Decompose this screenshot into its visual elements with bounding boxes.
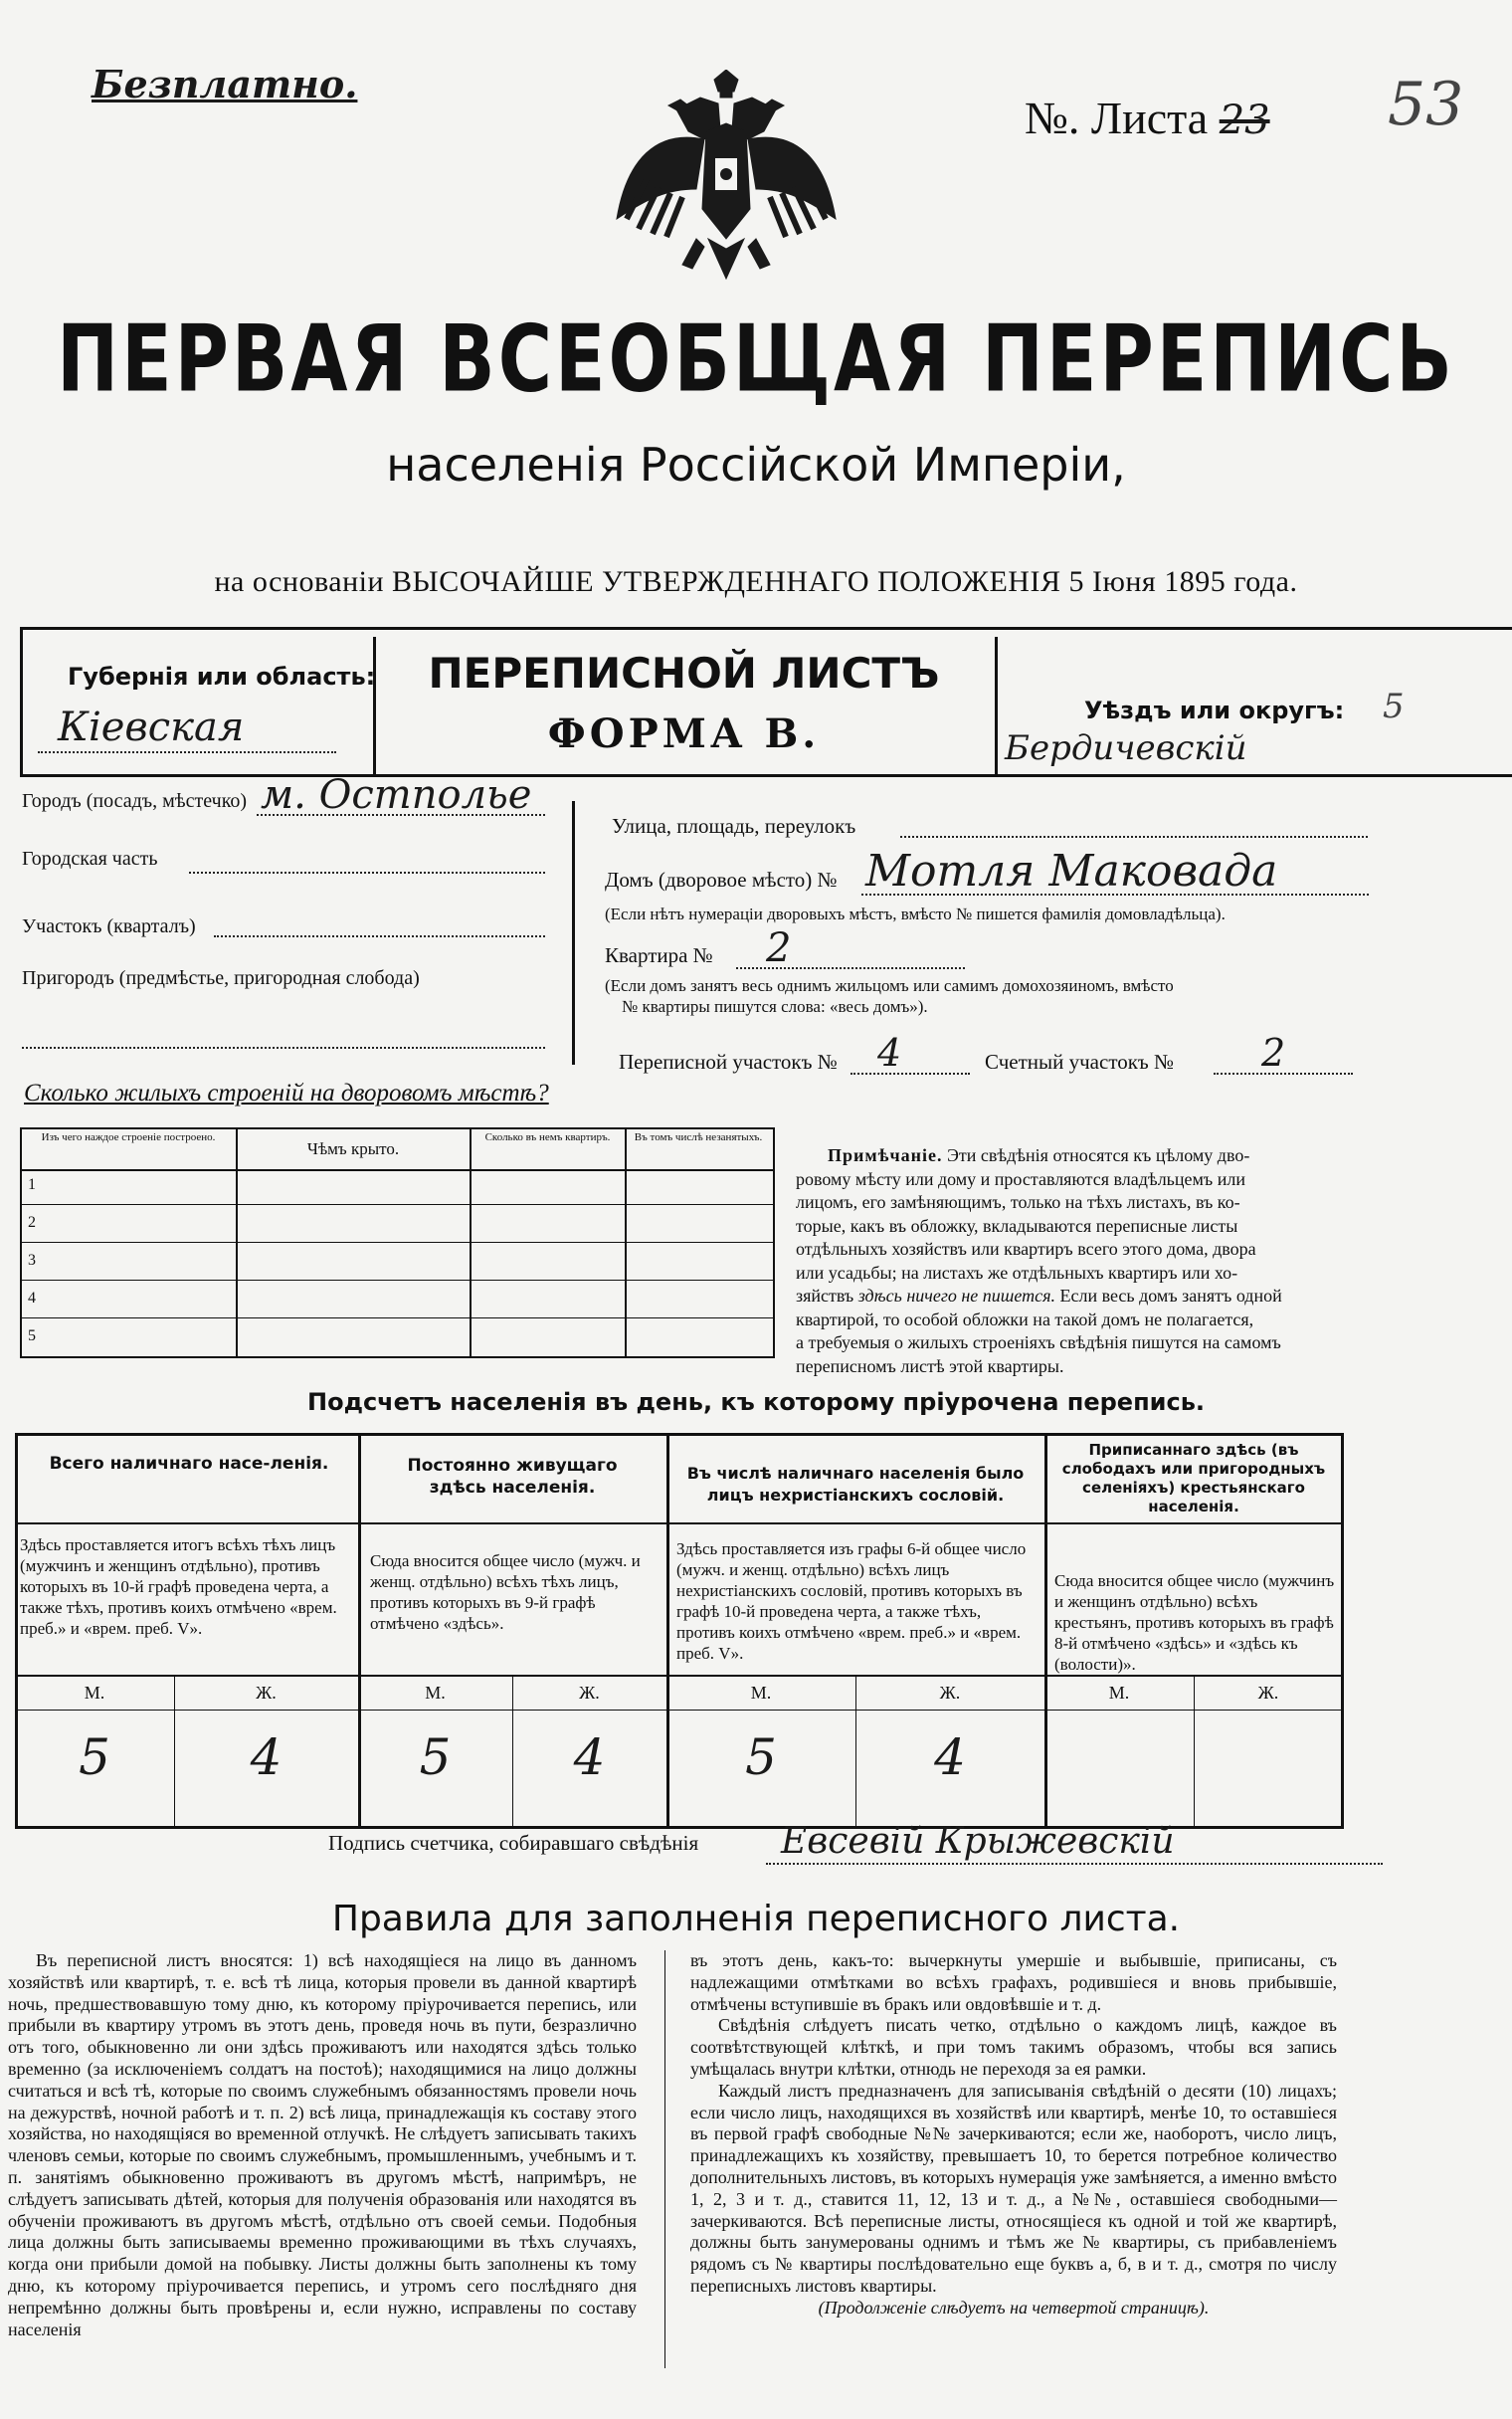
house-value: Мотля Маковада: [865, 846, 1278, 897]
street-line: [900, 836, 1368, 838]
buildings-col-roof: Чѣмъ крыто.: [306, 1139, 400, 1158]
count-m2-label: М.: [425, 1683, 446, 1703]
count-total-m: 5: [79, 1728, 110, 1786]
buildings-col-div-3: [625, 1127, 627, 1358]
rules-right-text-3: Каждый листъ предназначенъ для записыванія свѣдѣній о десяти (10) лицахъ; если число лицъ, находящихся въ хозяйствѣ или квартирѣ, менѣе 10, то оставшіеся въ первой графѣ свободные №№ зачеркиваются; если же, наоборотъ, число лицъ, принадлежащихъ къ хозяйству, превышаетъ 10, то берется потребное количество дополнительныхъ листовъ, въ которыхъ нумерація уже замѣняется, а именно вмѣсто 1, 2, 3 и т. д., ставится 11, 12, 13 и т. д., а №№, оставшіеся свободными—зачеркиваются. Всѣ переписные листы, относящіеся къ одной и той же квартирѣ, должны быть занумерованы однимъ и тѣмъ же № квартиры, съ прибавленіемъ рядомъ съ № квартиры послѣдовательно еще буквъ а, б, в и т. д., смотря по числу переписныхъ листовъ квартиры.: [690, 2080, 1337, 2296]
count-col1-head: Всего наличнаго насе-ленія.: [49, 1454, 329, 1474]
count-precinct-label: Счетный участокъ №: [985, 1050, 1175, 1074]
apartment-note-2: № квартиры пишутся слова: «весь домъ»).: [622, 997, 928, 1016]
house-line: [861, 894, 1369, 896]
city-part-line: [189, 872, 545, 874]
census-precinct-line: [850, 1073, 970, 1075]
buildings-col-div-1: [236, 1127, 238, 1358]
note-line-10: переписномъ листѣ этой квартиры.: [796, 1355, 1064, 1376]
note-line-7a: зяйствъ: [796, 1286, 854, 1306]
buildings-row-rule-1: [20, 1204, 773, 1205]
count-col4-desc: Сюда вносится общее число (мужчинъ и женщинъ отдѣльно) всѣхъ крестьянъ, противъ которыхъ въ графѣ 8-й отмѣчено «здѣсь» и «здѣсь къ (волости)».: [1054, 1571, 1335, 1674]
rules-right-text-1: въ этотъ день, какъ-то: вычеркнуты умершіе и выбывшіе, приписаны, съ надлежащими отмѣтками во всѣхъ графахъ, родившіеся и вновь прибывшіе, отмѣчены вступившіе въ бракъ или овдовѣвшіе и т. д.: [690, 1950, 1337, 2014]
census-precinct-label: Переписной участокъ №: [619, 1050, 838, 1074]
count-nonchristian-f: 4: [934, 1728, 966, 1786]
buildings-row-rule-2: [20, 1242, 773, 1243]
street-label: Улица, площадь, переулокъ: [612, 814, 856, 838]
signature-line: [766, 1863, 1383, 1865]
legal-basis: на основаніи ВЫСОЧАЙШЕ УТВЕРЖДЕННАГО ПОЛОЖЕНІЯ 5 Іюня 1895 года.: [214, 565, 1298, 598]
district-margin: 5: [1383, 687, 1405, 726]
imperial-eagle-emblem: [597, 70, 855, 299]
note-line-7c: Если весь домъ занятъ одной: [1059, 1286, 1282, 1306]
buildings-table: [20, 1127, 775, 1358]
note-line-2: ровому мѣсту или дому и проставляются владѣльцемъ или: [796, 1168, 1245, 1189]
city-line: [257, 814, 545, 816]
house-label: Домъ (дворовое мѣсто) №: [605, 868, 838, 892]
count-col1-desc: Здѣсь проставляется итогъ всѣхъ тѣхъ лицъ (мужчинъ и женщинъ отдѣльно), противъ которыхъ въ 10-й графѣ проведена черта, а также тѣхъ, противъ коихъ отмѣчено «врем. преб.» и «врем. преб. V».: [20, 1535, 337, 1638]
apartment-label: Квартира №: [605, 943, 713, 967]
house-note: (Если нѣтъ нумераціи дворовыхъ мѣстъ, вмѣсто № пишется фамилія домовладѣльца).: [605, 905, 1226, 923]
buildings-row-3: 3: [28, 1252, 36, 1269]
count-f3-label: Ж.: [939, 1683, 961, 1703]
note-line-6: или усадьбы; на листахъ же отдѣльныхъ квартиръ или хо-: [796, 1262, 1238, 1283]
count-mf-rule: [15, 1710, 1344, 1711]
count-col2-desc: Сюда вносится общее число (мужч. и женщ. отдѣльно) всѣхъ тѣхъ лицъ, противъ которыхъ въ 9-й графѣ отмѣчено «здѣсь».: [370, 1551, 641, 1633]
sheet-title: ПЕРЕПИСНОЙ ЛИСТЪ: [428, 649, 940, 698]
count-nonchristian-m: 5: [745, 1728, 777, 1786]
note-line-1: Эти свѣдѣнія относятся къ цѣлому дво-: [946, 1145, 1250, 1165]
buildings-header-rule: [20, 1169, 773, 1171]
buildings-col-vacant: Въ томъ числѣ незанятыхъ.: [634, 1131, 763, 1143]
buildings-col-div-2: [470, 1127, 472, 1358]
subtitle: населенія Россійской Имперіи,: [386, 438, 1126, 492]
note-line-9: а требуемыя о жилыхъ строеніяхъ свѣдѣнія пишутся на самомъ: [796, 1332, 1281, 1352]
count-col4-head: Приписаннаго здѣсь (въ слободахъ или пригородныхъ селеніяхъ) крестьянскаго населенія.: [1061, 1441, 1326, 1515]
rules-left-column: [8, 1950, 637, 2340]
count-f1-label: Ж.: [256, 1683, 277, 1703]
count-m4-label: М.: [1108, 1683, 1130, 1703]
buildings-row-rule-3: [20, 1280, 773, 1281]
note-line-7b: здѣсь ничего не пишется.: [857, 1286, 1055, 1306]
sheet-number-label: №. Листа: [1025, 93, 1209, 143]
count-col2-head: Постоянно живущаго здѣсь населенія.: [407, 1456, 618, 1498]
province-label: Губернія или область:: [68, 663, 376, 691]
precinct-label: Участокъ (кварталъ): [22, 915, 196, 937]
count-head-rule: [15, 1522, 1344, 1524]
count-resident-f: 4: [573, 1728, 606, 1786]
count-col3-head: Въ числѣ наличнаго населенія было лицъ нехристіанскихъ сословій.: [686, 1464, 1025, 1505]
census-precinct-value: 4: [877, 1031, 902, 1075]
count-precinct-value: 2: [1261, 1031, 1286, 1075]
apartment-line: [736, 967, 965, 969]
count-m3-label: М.: [750, 1683, 772, 1703]
count-m1-label: М.: [84, 1683, 105, 1703]
buildings-row-1: 1: [28, 1176, 36, 1193]
form-label: ФОРМА В.: [547, 710, 821, 757]
rules-continued: (Продолженіе слѣдуетъ на четвертой страницѣ).: [818, 2297, 1210, 2318]
note-lead: Примѣчаніе.: [828, 1145, 943, 1165]
buildings-row-rule-4: [20, 1317, 773, 1318]
address-divider: [572, 801, 575, 1065]
count-total-f: 4: [250, 1728, 283, 1786]
sheet-number-margin: 53: [1388, 70, 1464, 139]
main-title: ПЕРВАЯ ВСЕОБЩАЯ ПЕРЕПИСЬ: [57, 305, 1455, 413]
signature-value: Евсевій Крыжевскій: [781, 1821, 1175, 1862]
rules-left-text: Въ переписной листъ вносятся: 1) всѣ находящіеся на лицо въ данномъ хозяйствѣ или квартирѣ, т. е. всѣ тѣ лица, которыя провели въ данной квартирѣ ночь, предшествовавшую тому дню, къ которому пріурочивается перепись, или прибыли въ квартиру утромъ въ этотъ день, проведя ночь въ пути, безразлично отъ того, обыкновенно ли они здѣсь проживаютъ или находятся здѣсь только временно (за исключеніемъ солдатъ на постоѣ); находящимися на лицо должны считаться и всѣ тѣ, которые по своимъ служебнымъ обязанностямъ провели ночь на дежурствѣ, ночной работѣ и т. п. 2) всѣ лица, принадлежащія къ составу этого хозяйства, но находящіяся во временной отлучкѣ. Не слѣдуетъ записывать такихъ членовъ семьи, которые по своимъ служебнымъ, промышленнымъ, учебнымъ и т. п. занятіямъ обыкновенно проживаютъ въ другомъ мѣстѣ, напримѣръ, не слѣдуетъ записывать дѣтей, которыя для полученія образованія или находятся въ обученіи проживаютъ въ другомъ мѣстѣ, отдѣльно отъ своей семьи. Подобныя лица должны быть записываемы временно проживающими въ тѣхъ случаяхъ, когда они прибыли домой на побывку. Листы должны быть заполнены къ тому дню, къ которому пріурочивается перепись, и утромъ сего послѣдняго дня непремѣнно должны быть провѣрены и, если нужно, исправлены по составу населенія: [8, 1950, 637, 2339]
buildings-row-4: 4: [28, 1290, 36, 1307]
count-col-div-3: [1044, 1433, 1047, 1827]
count-f4-label: Ж.: [1257, 1683, 1279, 1703]
buildings-col-material: Изъ чего наждое строеніе построено.: [41, 1131, 216, 1143]
rules-right-text-2: Свѣдѣнія слѣдуетъ писать четко, отдѣльно о каждомъ лицѣ, каждое въ соотвѣтствующей клѣткѣ, и при томъ такимъ образомъ, чтобы вся запись умѣщалась внутри клѣтки, отнюдь не переходя за ея рамки.: [690, 2015, 1337, 2079]
count-col3-desc: Здѣсь проставляется изъ графы 6-й общее число (мужч. и женщ. отдѣльно) всѣхъ лицъ нехристіанскихъ сословій, противъ которыхъ въ графѣ 10-й проведена черта, а также тѣхъ, противъ коихъ отмѣчено «врем. преб.» и «врем. преб. V».: [676, 1539, 1027, 1663]
note-line-3: лицомъ, его замѣняющимъ, только на тѣхъ листахъ, въ ко-: [796, 1192, 1240, 1212]
free-stamp: Безплатно.: [92, 62, 358, 106]
rules-title: Правила для заполненія переписного листа.: [331, 1899, 1181, 1939]
city-part-label: Городская часть: [22, 848, 158, 870]
suburb-label: Пригородъ (предмѣстье, пригородная слобода): [22, 967, 420, 989]
district-label: Уѣздъ или округъ:: [1084, 697, 1345, 724]
province-value: Кіевская: [58, 705, 245, 750]
form-header-divider-right: [995, 637, 998, 776]
buildings-note: [796, 1144, 1363, 1378]
count-f2-label: Ж.: [579, 1683, 600, 1703]
precinct-line: [214, 935, 545, 937]
rules-right-column: [690, 1950, 1337, 2319]
count-resident-m: 5: [419, 1728, 452, 1786]
note-line-4: торые, какъ въ обложку, вкладываются переписные листы: [796, 1215, 1238, 1236]
buildings-row-5: 5: [28, 1327, 36, 1344]
sheet-number-value: 23: [1219, 98, 1270, 143]
suburb-line: [22, 1047, 545, 1049]
note-line-8: квартирой, то особой обложки на такой домъ не полагается,: [796, 1309, 1254, 1329]
count-precinct-line: [1214, 1073, 1353, 1075]
city-value: м. Остполье: [261, 772, 532, 818]
count-title: Подсчетъ населенія въ день, къ которому пріурочена перепись.: [307, 1388, 1205, 1416]
apartment-note-1: (Если домъ занятъ весь однимъ жильцомъ или самимъ домохозяиномъ, вмѣсто: [605, 976, 1174, 995]
signature-label: Подпись счетчика, собиравшаго свѣдѣнія: [328, 1831, 699, 1855]
district-value: Бердичевскій: [1005, 728, 1247, 768]
note-line-5: отдѣльныхъ хозяйствъ или квартиръ всего этого дома, двора: [796, 1239, 1256, 1259]
city-label: Городъ (посадъ, мѣстечко): [22, 790, 248, 812]
buildings-question: Сколько жилыхъ строеній на дворовомъ мѣстѣ?: [24, 1080, 549, 1107]
apartment-value: 2: [766, 925, 792, 971]
buildings-col-apartments: Сколько въ немъ квартиръ.: [484, 1131, 611, 1143]
rules-column-divider: [664, 1950, 665, 2368]
sheet-number: [1025, 92, 1270, 144]
province-line: [38, 751, 336, 753]
count-desc-rule: [15, 1675, 1344, 1677]
buildings-row-2: 2: [28, 1214, 36, 1231]
